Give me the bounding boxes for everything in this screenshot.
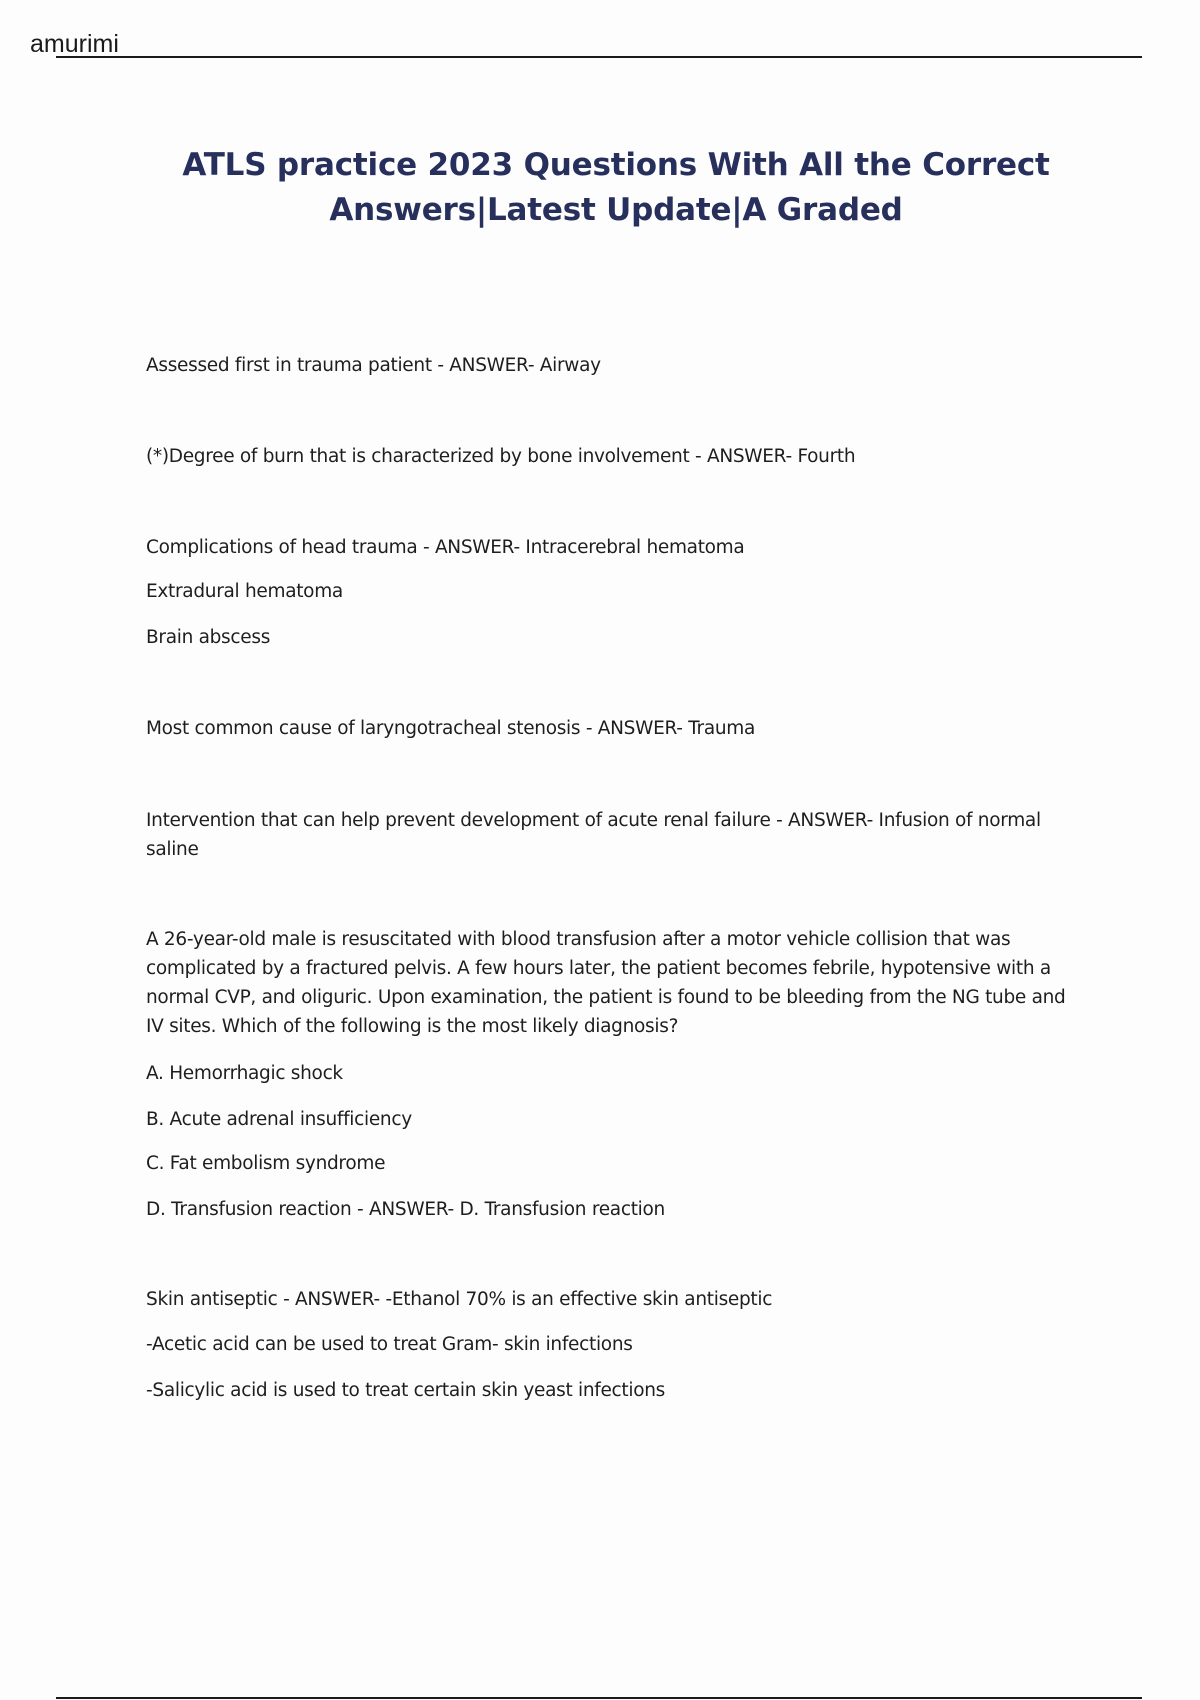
footer-divider (56, 1697, 1142, 1699)
header-divider (56, 56, 1142, 58)
qa-item-5: Intervention that can help prevent development of acute renal failure - ANSWER- Infusion of normal saline (146, 810, 1041, 860)
document-title-line2: Answers|Latest Update|A Graded (329, 192, 903, 228)
qa-item-6-option-d: D. Transfusion reaction - ANSWER- D. Transfusion reaction (146, 1199, 665, 1220)
document-title-line1: ATLS practice 2023 Questions With All the Correct (182, 147, 1050, 183)
qa-item-4: Most common cause of laryngotracheal stenosis - ANSWER- Trauma (146, 718, 756, 739)
qa-item-6-question: A 26-year-old male is resuscitated with blood transfusion after a motor vehicle collision that was complicated by a fractured pelvis. A few hours later, the patient becomes febrile, hypotensive with a normal CVP, and oliguric. Upon examination, the patient is found to be bleeding from the NG tube and IV sites. Which of the following is the most likely diagnosis? (146, 929, 1066, 1037)
qa-item-7: Skin antiseptic - ANSWER- -Ethanol 70% is an effective skin antiseptic (146, 1289, 773, 1310)
qa-item-6-option-a: A. Hemorrhagic shock (146, 1063, 343, 1084)
header-username: amurimi (30, 30, 119, 58)
qa-item-3-continuation: Extradural hematoma (146, 581, 343, 602)
qa-item-3-continuation: Brain abscess (146, 627, 271, 648)
qa-item-3: Complications of head trauma - ANSWER- Intracerebral hematoma (146, 537, 745, 558)
qa-item-6-option-c: C. Fat embolism syndrome (146, 1153, 386, 1174)
qa-item-6-option-b: B. Acute adrenal insufficiency (146, 1109, 412, 1130)
document-title (120, 143, 1112, 233)
qa-item-7-continuation: -Acetic acid can be used to treat Gram- skin infections (146, 1334, 633, 1355)
qa-item-1: Assessed first in trauma patient - ANSWER- Airway (146, 355, 601, 376)
qa-item-2: (*)Degree of burn that is characterized by bone involvement - ANSWER- Fourth (146, 446, 856, 467)
qa-item-7-continuation: -Salicylic acid is used to treat certain skin yeast infections (146, 1380, 665, 1401)
